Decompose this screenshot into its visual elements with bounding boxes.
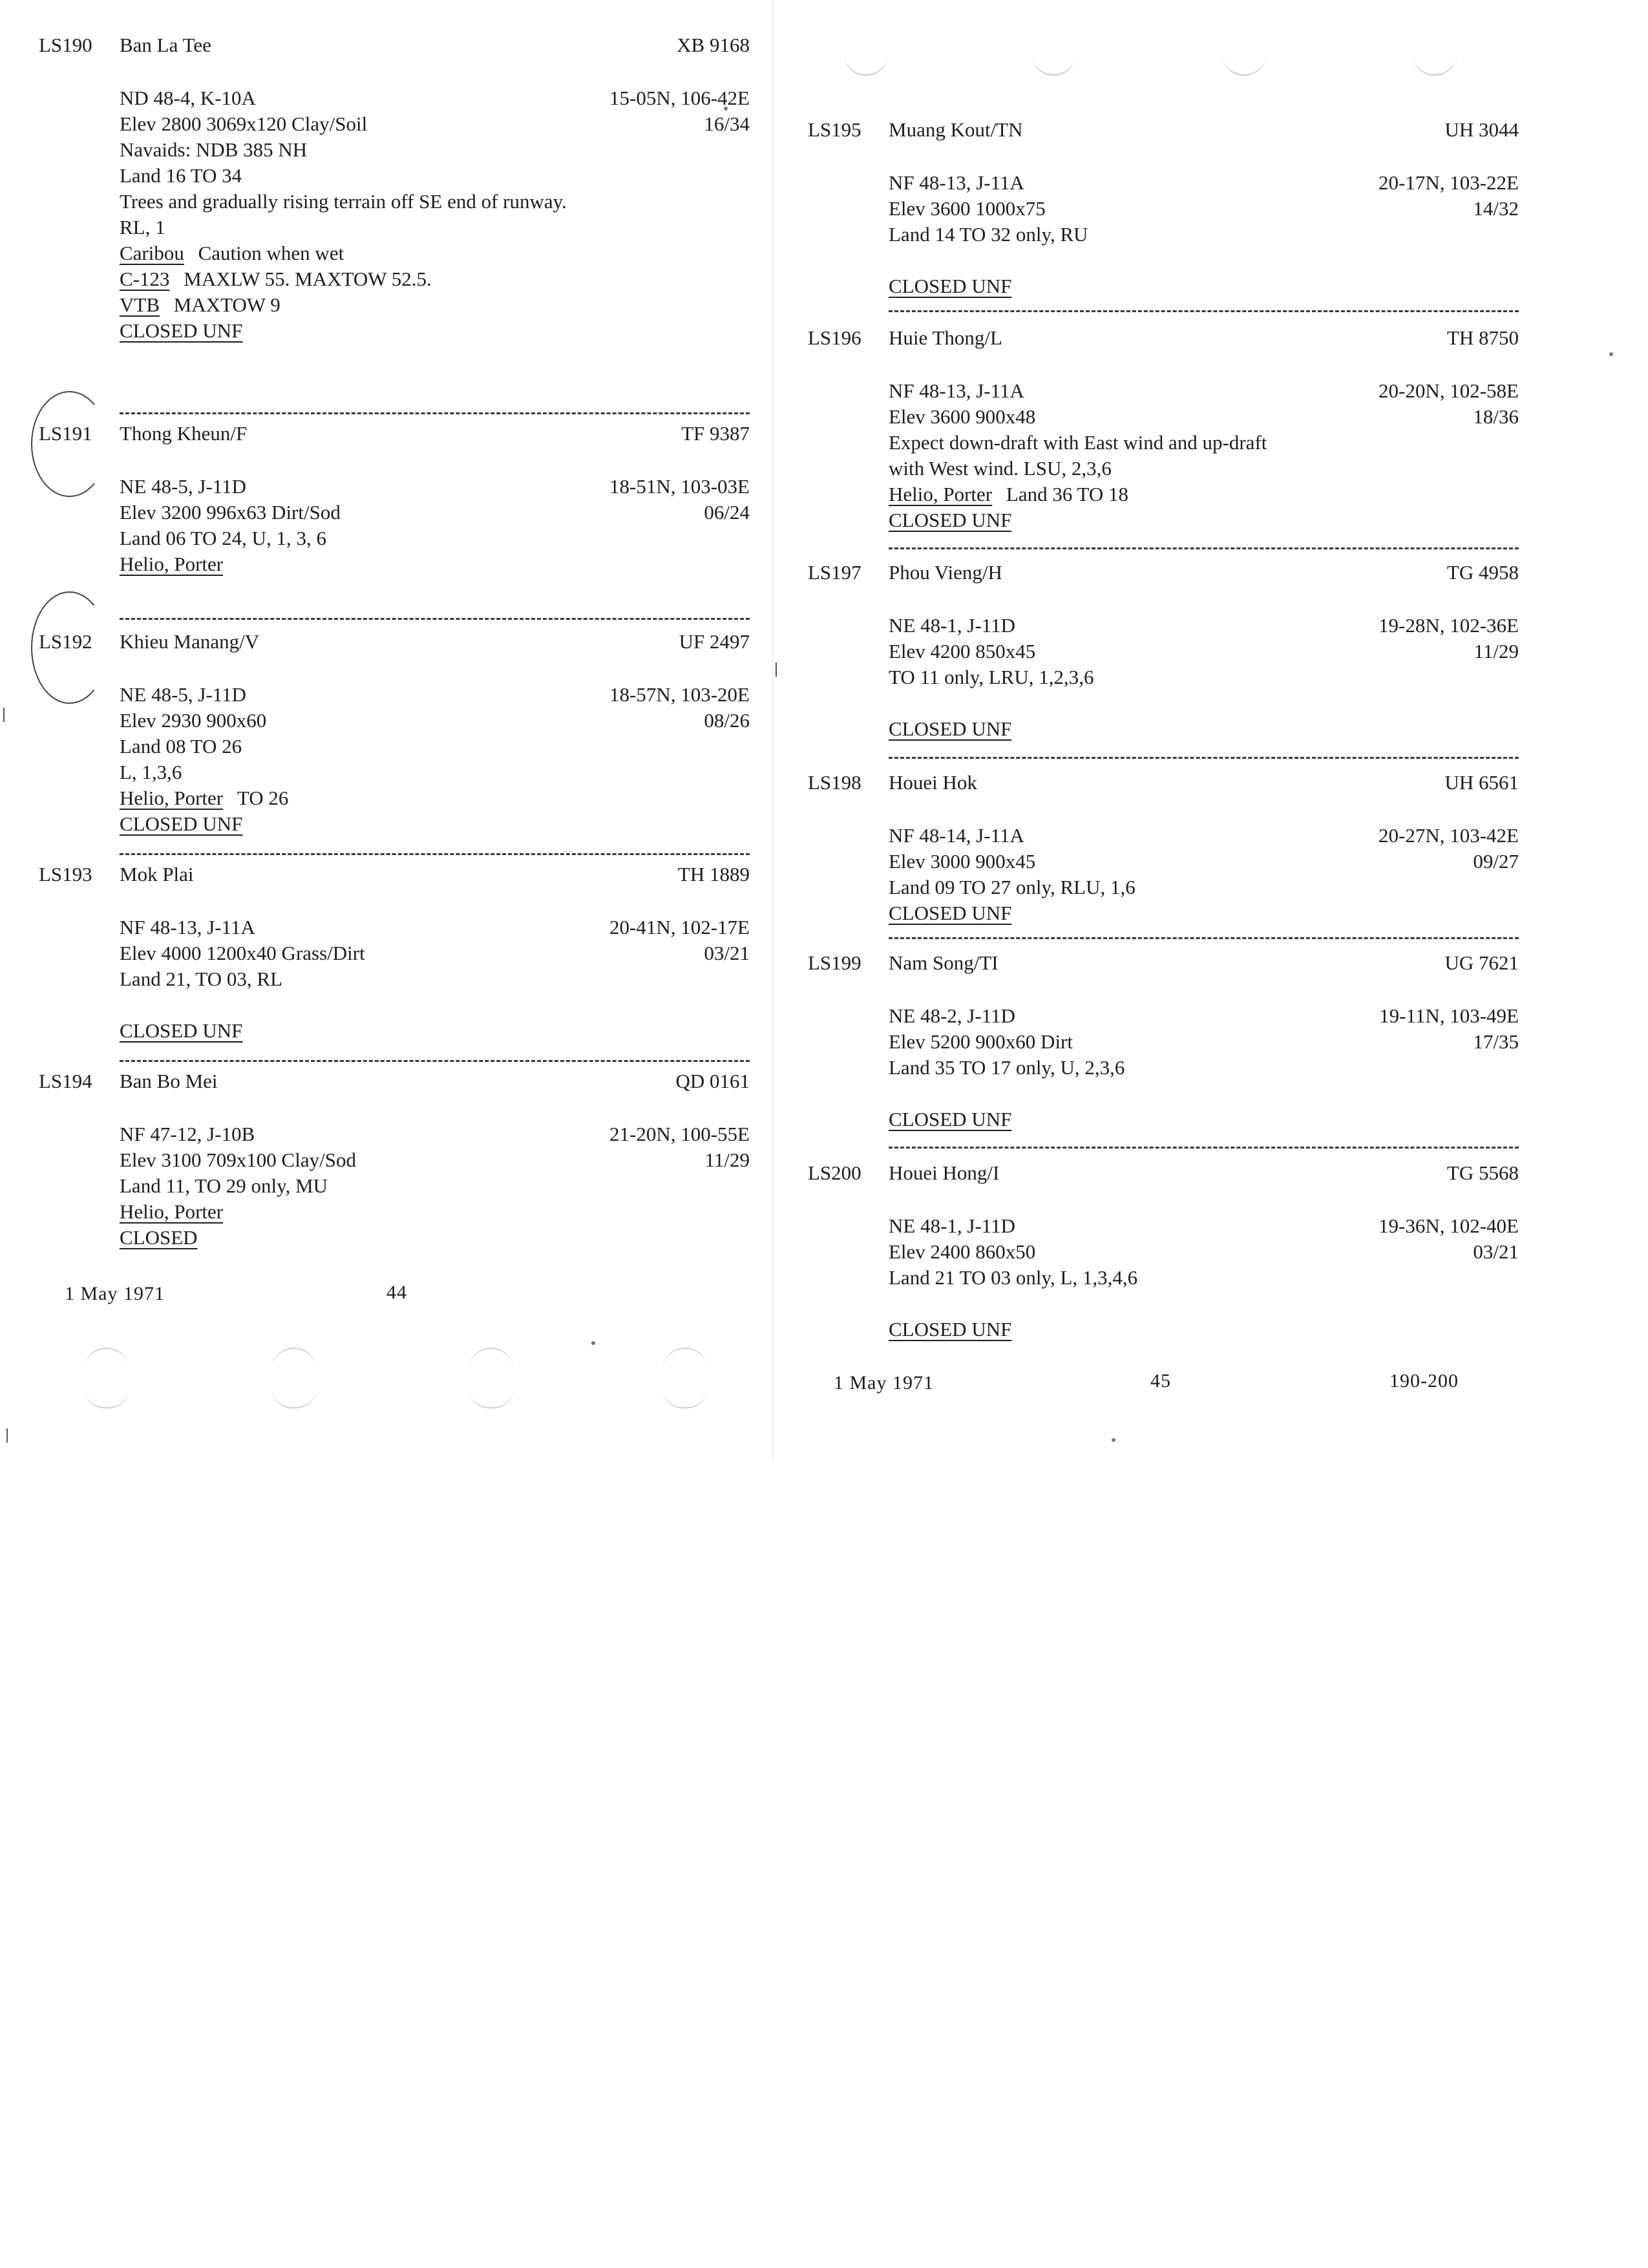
detail-text: Land 21, TO 03, RL: [120, 968, 283, 990]
punch-hole: [271, 1348, 317, 1372]
scan-mark: [6, 1428, 8, 1443]
detail-text: NF 48-13, J-11A: [889, 171, 1024, 194]
detail-line: [120, 915, 750, 940]
runway-heading: 09/27: [1473, 850, 1519, 873]
detail-text: Land 35 TO 17 only, U, 2,3,6: [889, 1056, 1125, 1079]
site-details: [889, 613, 1519, 742]
coordinates: 20-20N, 102-58E: [1379, 379, 1519, 402]
detail-extra: Land 36 TO 18: [1006, 483, 1129, 505]
detail-line: [889, 639, 1519, 664]
site-id: LS197: [808, 561, 861, 584]
separator-line: [120, 412, 750, 414]
site-id: LS192: [39, 630, 92, 653]
punch-hole: [1031, 52, 1076, 76]
detail-text: Land 09 TO 27 only, RLU, 1,6: [889, 876, 1136, 898]
footer-page-number: 45: [1150, 1370, 1171, 1392]
site-details: [889, 823, 1519, 926]
grid-reference: UH 3044: [1444, 118, 1519, 141]
detail-line: [120, 551, 750, 577]
detail-text: CLOSED UNF: [889, 1108, 1012, 1130]
site-name: Houei Hok: [889, 771, 977, 794]
detail-line: [889, 1291, 1519, 1317]
detail-line: [120, 785, 750, 811]
scan-speck: [591, 1341, 595, 1345]
grid-reference: UH 6561: [1444, 771, 1519, 794]
site-name: Ban La Tee: [120, 34, 211, 56]
separator-line: [889, 310, 1519, 312]
site-name: Phou Vieng/H: [889, 561, 1002, 584]
detail-text: CLOSED UNF: [889, 509, 1012, 531]
detail-line: [120, 966, 750, 992]
detail-text: Land 11, TO 29 only, MU: [120, 1174, 328, 1197]
detail-line: [889, 378, 1519, 404]
detail-line: [889, 404, 1519, 430]
detail-text: Elev 3600 900x48: [889, 405, 1036, 428]
detail-line: [889, 170, 1519, 196]
detail-text: Land 16 TO 34: [120, 164, 242, 187]
coordinates: 18-57N, 103-20E: [609, 683, 750, 706]
detail-line: [889, 430, 1519, 456]
site-details: [120, 915, 750, 1044]
detail-line: [120, 215, 750, 240]
detail-text: Elev 4200 850x45: [889, 640, 1036, 662]
coordinates: 21-20N, 100-55E: [609, 1123, 750, 1145]
detail-line: [120, 85, 750, 111]
runway-heading: 03/21: [1473, 1240, 1519, 1263]
detail-line: [889, 823, 1519, 849]
separator-line: [889, 547, 1519, 549]
detail-text: RL, 1: [120, 216, 165, 238]
detail-line: [120, 682, 750, 708]
detail-text: TO 11 only, LRU, 1,2,3,6: [889, 666, 1094, 688]
detail-extra: TO 26: [237, 787, 289, 809]
detail-line: [120, 734, 750, 759]
runway-heading: 03/21: [704, 942, 750, 964]
scan-speck: [1112, 1438, 1115, 1442]
detail-text: NF 48-13, J-11A: [889, 379, 1024, 402]
detail-text: Land 06 TO 24, U, 1, 3, 6: [120, 527, 327, 549]
separator-line: [120, 853, 750, 855]
left-page: [39, 0, 788, 1474]
detail-text: CLOSED UNF: [889, 1318, 1012, 1341]
detail-text: VTB: [120, 293, 160, 316]
detail-line: [120, 111, 750, 137]
separator-line: [120, 1060, 750, 1062]
grid-reference: UG 7621: [1444, 951, 1519, 974]
detail-text: CLOSED UNF: [120, 812, 243, 835]
detail-text: Navaids: NDB 385 NH: [120, 138, 308, 161]
footer-page-range: 190-200: [1389, 1370, 1459, 1392]
detail-line: [120, 759, 750, 785]
detail-line: [120, 525, 750, 551]
detail-line: [889, 690, 1519, 716]
detail-text: Elev 3000 900x45: [889, 850, 1036, 873]
detail-line: [889, 1003, 1519, 1029]
grid-reference: XB 9168: [677, 34, 750, 56]
site-details: [889, 1213, 1519, 1342]
site-details: [889, 1003, 1519, 1132]
detail-text: CLOSED UNF: [889, 275, 1012, 297]
site-id: LS193: [39, 863, 92, 885]
detail-line: [120, 1199, 750, 1225]
separator-line: [120, 618, 750, 620]
detail-text: NE 48-2, J-11D: [889, 1004, 1016, 1027]
separator-line: [889, 757, 1519, 759]
site-name: Ban Bo Mei: [120, 1070, 218, 1092]
footer-date: 1 May 1971: [834, 1372, 934, 1394]
separator-line: [889, 1147, 1519, 1149]
detail-line: [120, 1147, 750, 1173]
detail-line: [120, 811, 750, 837]
detail-text: Helio, Porter: [120, 553, 224, 575]
detail-text: with West wind. LSU, 2,3,6: [889, 457, 1112, 480]
detail-text: Expect down-draft with East wind and up-draft: [889, 431, 1267, 454]
site-details: [120, 1121, 750, 1251]
detail-line: [889, 1239, 1519, 1265]
site-id: LS190: [39, 34, 92, 56]
coordinates: 19-28N, 102-36E: [1379, 614, 1519, 637]
detail-line: [889, 196, 1519, 222]
punch-hole: [662, 1348, 708, 1372]
detail-text: CLOSED: [120, 1226, 198, 1249]
detail-text: Elev 2930 900x60: [120, 709, 267, 732]
coordinates: 19-36N, 102-40E: [1379, 1214, 1519, 1237]
grid-reference: QD 0161: [675, 1070, 750, 1092]
site-id: LS195: [808, 118, 861, 141]
detail-line: [120, 266, 750, 292]
detail-text: NE 48-1, J-11D: [889, 1214, 1016, 1237]
grid-reference: TH 1889: [677, 863, 750, 885]
detail-line: [889, 482, 1519, 507]
detail-text: Elev 3100 709x100 Clay/Sod: [120, 1149, 356, 1171]
punch-hole: [1221, 52, 1267, 76]
detail-text: Elev 4000 1200x40 Grass/Dirt: [120, 942, 365, 964]
runway-heading: 11/29: [1474, 640, 1519, 662]
site-details: [889, 378, 1519, 533]
detail-line: [889, 248, 1519, 273]
site-name: Mok Plai: [120, 863, 194, 885]
detail-line: [889, 613, 1519, 639]
site-name: Thong Kheun/F: [120, 422, 248, 445]
detail-text: NE 48-5, J-11D: [120, 475, 247, 498]
detail-line: [889, 874, 1519, 900]
detail-text: CLOSED UNF: [120, 1019, 243, 1042]
detail-text: NF 47-12, J-10B: [120, 1123, 255, 1145]
detail-extra: MAXLW 55. MAXTOW 52.5.: [184, 268, 432, 290]
detail-text: Elev 2800 3069x120 Clay/Soil: [120, 112, 368, 135]
detail-line: [889, 1213, 1519, 1239]
site-details: [120, 682, 750, 837]
detail-text: Elev 3600 1000x75: [889, 197, 1046, 220]
site-details: [889, 170, 1519, 299]
scan-mark: [776, 662, 777, 677]
footer-date: 1 May 1971: [65, 1283, 165, 1304]
detail-line: [120, 992, 750, 1018]
coordinates: 18-51N, 103-03E: [609, 475, 750, 498]
detail-text: Elev 2400 860x50: [889, 1240, 1036, 1263]
runway-heading: 18/36: [1473, 405, 1519, 428]
runway-heading: 06/24: [704, 501, 750, 524]
detail-text: CLOSED UNF: [120, 319, 243, 342]
punch-hole: [84, 1348, 129, 1372]
detail-line: [889, 1317, 1519, 1342]
coordinates: 20-27N, 103-42E: [1379, 824, 1519, 847]
coordinates: 20-41N, 102-17E: [609, 916, 750, 938]
grid-reference: TG 5568: [1446, 1161, 1519, 1184]
separator-line: [889, 937, 1519, 939]
detail-text: CLOSED UNF: [889, 902, 1012, 924]
site-name: Huie Thong/L: [889, 326, 1002, 349]
detail-line: [889, 1029, 1519, 1055]
detail-text: Elev 5200 900x60 Dirt: [889, 1030, 1073, 1053]
footer-page-number: 44: [386, 1282, 407, 1303]
detail-line: [889, 273, 1519, 299]
detail-line: [889, 1265, 1519, 1291]
detail-extra: MAXTOW 9: [173, 293, 280, 316]
detail-line: [120, 240, 750, 266]
punch-hole: [1412, 52, 1457, 76]
detail-line: [120, 318, 750, 344]
scan-mark: [3, 708, 5, 722]
detail-line: [120, 137, 750, 163]
detail-line: [889, 664, 1519, 690]
detail-line: [889, 849, 1519, 874]
detail-text: Land 21 TO 03 only, L, 1,3,4,6: [889, 1266, 1138, 1289]
site-id: LS191: [39, 422, 92, 445]
right-page: [808, 0, 1558, 1474]
detail-text: C-123: [120, 268, 170, 290]
detail-line: [120, 474, 750, 500]
detail-line: [120, 708, 750, 734]
detail-text: Land 08 TO 26: [120, 735, 242, 758]
coordinates: 20-17N, 103-22E: [1379, 171, 1519, 194]
detail-line: [889, 1055, 1519, 1081]
detail-text: Elev 3200 996x63 Dirt/Sod: [120, 501, 341, 524]
site-name: Houei Hong/I: [889, 1161, 1000, 1184]
detail-text: Helio, Porter: [120, 1200, 224, 1223]
detail-line: [889, 456, 1519, 482]
detail-line: [889, 900, 1519, 926]
runway-heading: 17/35: [1473, 1030, 1519, 1053]
detail-line: [120, 189, 598, 215]
grid-reference: TH 8750: [1446, 326, 1519, 349]
detail-text: Land 14 TO 32 only, RU: [889, 223, 1088, 246]
punch-hole: [843, 52, 889, 76]
detail-line: [889, 716, 1519, 742]
detail-line: [120, 163, 750, 189]
detail-text: NE 48-5, J-11D: [120, 683, 247, 706]
detail-extra: Caution when wet: [198, 242, 344, 264]
detail-line: [120, 292, 750, 318]
detail-line: [889, 222, 1519, 248]
site-details: [120, 474, 750, 577]
detail-line: [120, 500, 750, 525]
detail-text: Trees and gradually rising terrain off SE end of runway.: [120, 190, 567, 213]
coordinates: 19-11N, 103-49E: [1379, 1004, 1519, 1027]
runway-heading: 16/34: [704, 112, 750, 135]
detail-line: [889, 1081, 1519, 1107]
site-id: LS196: [808, 326, 861, 349]
site-id: LS199: [808, 951, 861, 974]
detail-line: [889, 507, 1519, 533]
detail-line: [889, 1107, 1519, 1132]
detail-line: [120, 1121, 750, 1147]
site-id: LS200: [808, 1161, 861, 1184]
site-id: LS198: [808, 771, 861, 794]
grid-reference: TF 9387: [681, 422, 750, 445]
runway-heading: 11/29: [704, 1149, 750, 1171]
detail-text: CLOSED UNF: [889, 717, 1012, 740]
detail-text: NF 48-13, J-11A: [120, 916, 255, 938]
punch-hole: [469, 1348, 514, 1372]
site-details: [120, 85, 750, 344]
site-name: Nam Song/TI: [889, 951, 998, 974]
grid-reference: TG 4958: [1446, 561, 1519, 584]
detail-text: NE 48-1, J-11D: [889, 614, 1016, 637]
grid-reference: UF 2497: [679, 630, 750, 653]
runway-heading: 14/32: [1473, 197, 1519, 220]
detail-line: [120, 1173, 750, 1199]
detail-text: ND 48-4, K-10A: [120, 87, 256, 109]
detail-line: [120, 1018, 750, 1044]
scan-speck: [1609, 352, 1613, 356]
detail-text: Caribou: [120, 242, 184, 264]
site-name: Muang Kout/TN: [889, 118, 1023, 141]
site-id: LS194: [39, 1070, 92, 1092]
coordinates: 15-05N, 106-42E: [609, 87, 750, 109]
detail-text: Helio, Porter: [889, 483, 993, 505]
detail-line: [120, 940, 750, 966]
detail-text: Helio, Porter: [120, 787, 224, 809]
detail-line: [120, 1225, 750, 1251]
site-name: Khieu Manang/V: [120, 630, 260, 653]
detail-text: NF 48-14, J-11A: [889, 824, 1024, 847]
runway-heading: 08/26: [704, 709, 750, 732]
detail-text: L, 1,3,6: [120, 761, 182, 783]
